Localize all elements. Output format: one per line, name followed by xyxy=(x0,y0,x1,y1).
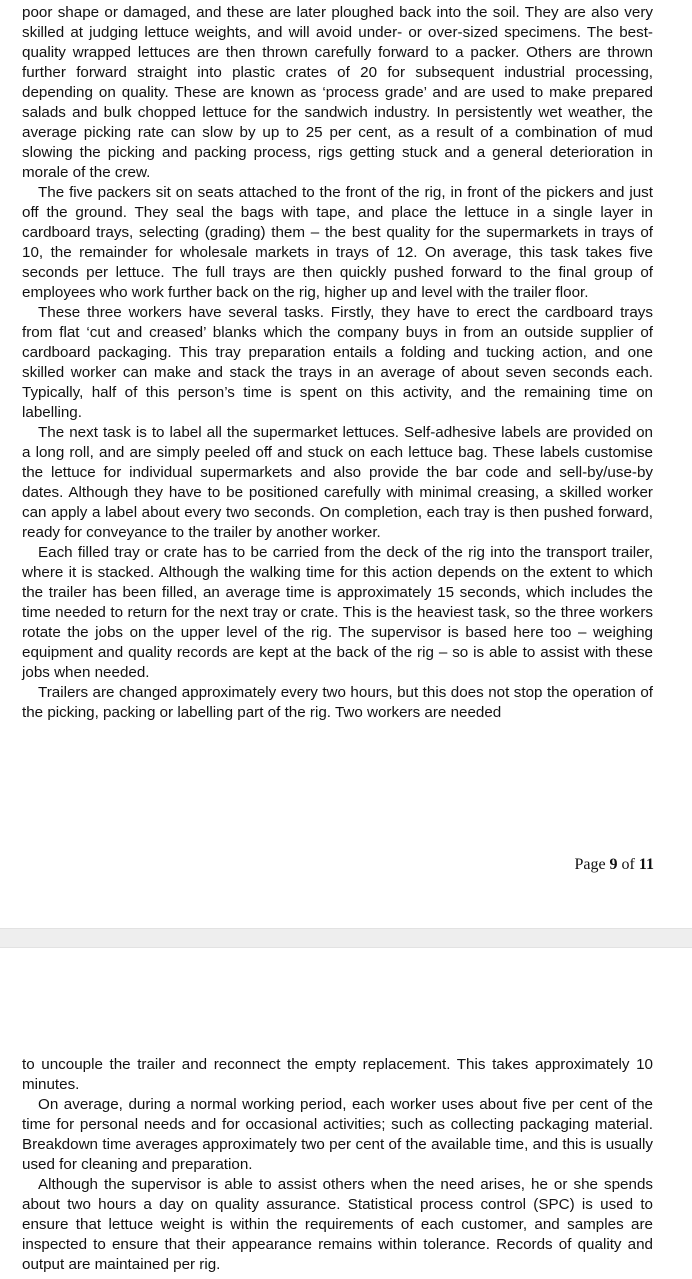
page-10-body xyxy=(22,1055,653,1275)
paragraph-carrying: Each filled tray or crate has to be carried from the deck of the rig into the transport trailer, where it is stacked. Although the walking time for this action depends on the extent to which the trailer has been filled, an average time is approximately 15 seconds, which includes the time needed to return for the next tray or crate. This is the heaviest task, so the three workers rotate the jobs on the upper level of the rig. The supervisor is based here too – weighing equipment and quality records are kept at the back of the rig – so is able to assist with these jobs when needed. xyxy=(22,544,653,681)
paragraph-quality-assurance: Although the supervisor is able to assist others when the need arises, he or she spends about two hours a day on quality assurance. Statistical process control (SPC) is used to ensure that lettuce weight is within the requirements of each customer, and samples are inspected to ensure that their appearance remains within tolerance. Records of quality and output are maintained per rig. xyxy=(22,1176,653,1273)
page-9-body xyxy=(22,3,653,723)
total-page-count: 11 xyxy=(638,856,654,873)
paragraph-packers: The five packers sit on seats attached to the front of the rig, in front of the pickers and just off the ground. They seal the bags with tape, and place the lettuce in a single layer in cardboard trays, selecting (grading) them – the best quality for the supermarkets in trays of 10, the remainder for wholesale markets in trays of 12. On average, this task takes five seconds per lettuce. The full trays are then quickly pushed forward to the final group of employees who work further back on the rig, higher up and level with the trailer floor. xyxy=(22,184,653,301)
paragraph-personal-needs: On average, during a normal working period, each worker uses about five per cent of the time for personal needs and for occasional activities; such as collecting packaging material. Breakdown time averages approximately two per cent of the available time, and this is usually used for cleaning and preparation. xyxy=(22,1096,653,1173)
of-word: of xyxy=(621,856,635,873)
page-word: Page xyxy=(574,856,606,873)
paragraph-continued: poor shape or damaged, and these are later ploughed back into the soil. They are also very skilled at judging lettuce weights, and will avoid under- or over-sized specimens. The best-quality wrapped lettuces are then thrown carefully forward to a packer. Others are thrown further forward straight into plastic crates of 20 for subsequent industrial processing, depending on quality. These are known as ‘process grade’ and are used to make prepared salads and bulk chopped lettuce for the sandwich industry. In persistently wet weather, the average picking rate can slow by up to 25 per cent, as a result of a combination of mud slowing the picking and packing process, rigs getting stuck and a general deterioration in morale of the crew. xyxy=(22,4,653,181)
page-number-footer xyxy=(574,856,654,874)
current-page-number: 9 xyxy=(609,856,618,873)
paragraph-labelling: The next task is to label all the supermarket lettuces. Self-adhesive labels are provided on a long roll, and are simply peeled off and stuck on each lettuce bag. These labels customise the lettuce for individual supermarkets and also provide the bar code and sell-by/use-by dates. Although they have to be positioned carefully with minimal creasing, a skilled worker can apply a label about every two seconds. On completion, each tray is then pushed forward, ready for conveyance to the trailer by another worker. xyxy=(22,424,653,541)
paragraph-three-workers: These three workers have several tasks. Firstly, they have to erect the cardboard trays from flat ‘cut and creased’ blanks which the company buys in from an outside supplier of cardboard packaging. This tray preparation entails a folding and tucking action, and one skilled worker can make and stack the trays in an average of about seven seconds each. Typically, half of this person’s time is spent on this activity, and the remaining time on labelling. xyxy=(22,304,653,421)
paragraph-uncouple: to uncouple the trailer and reconnect the empty replacement. This takes approximately 10 minutes. xyxy=(22,1056,653,1093)
paragraph-trailers: Trailers are changed approximately every two hours, but this does not stop the operation of the picking, packing or labelling part of the rig. Two workers are needed xyxy=(22,684,653,721)
page-separator xyxy=(0,928,692,948)
document-page-10 xyxy=(0,948,692,1279)
